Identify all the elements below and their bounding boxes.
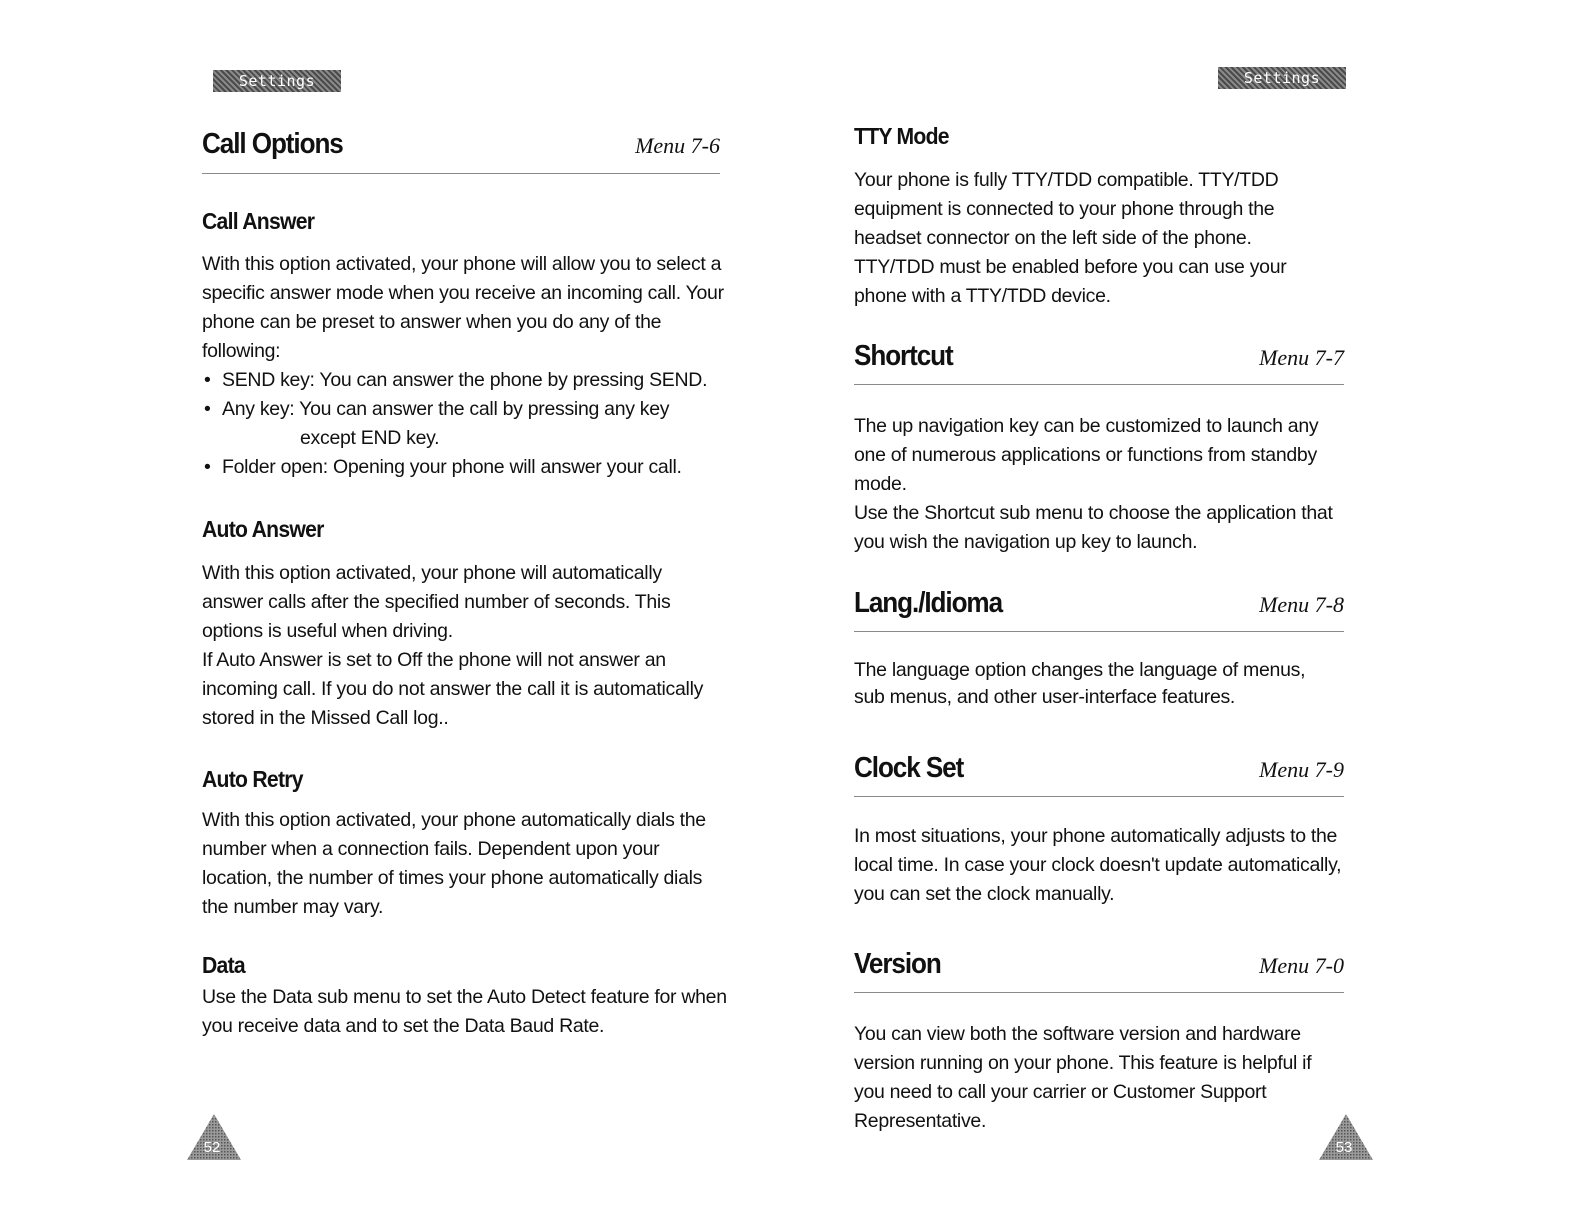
auto-answer-body-1: With this option activated, your phone will automatically answer calls after the specified number of seconds. This options is useful when driving.	[202, 562, 671, 642]
right-page	[789, 0, 1578, 1221]
lang-heading	[854, 587, 1344, 620]
tty-mode-title: TTY Mode	[854, 123, 949, 149]
version-body: You can view both the software version and hardware version running on your phone. This feature is helpful if you need to call your carrier or Customer Support Representative.	[854, 1023, 1312, 1132]
call-options-title: Call Options	[202, 128, 343, 160]
settings-header-label: Settings	[238, 72, 316, 90]
bullet-any-key	[202, 395, 732, 453]
shortcut-section	[854, 412, 1349, 557]
page-number-triangle-icon	[185, 1112, 243, 1162]
version-heading	[854, 948, 1344, 981]
auto-answer-section	[202, 559, 717, 733]
page-number-triangle-icon	[1317, 1112, 1375, 1162]
shortcut-heading	[854, 340, 1344, 373]
lang-title: Lang./Idioma	[854, 587, 1003, 619]
clock-set-heading	[854, 752, 1344, 785]
version-divider	[854, 992, 1344, 993]
call-answer-section	[202, 250, 732, 482]
settings-header-tab	[213, 70, 341, 92]
shortcut-body-2: Use the Shortcut sub menu to choose the application that you wish the navigation up key to launch.	[854, 502, 1333, 553]
shortcut-body-1: The up navigation key can be customized to launch any one of numerous applications or functions from standby mode.	[854, 415, 1319, 495]
clock-set-menu-ref: Menu 7-9	[1259, 757, 1344, 782]
lang-menu-ref: Menu 7-8	[1259, 592, 1344, 617]
clock-set-divider	[854, 796, 1344, 797]
auto-answer-body-2: If Auto Answer is set to Off the phone will not answer an incoming call. If you do not answer the call it is automatically stored in the Missed Call log..	[202, 649, 704, 729]
auto-retry-body: With this option activated, your phone automatically dials the number when a connection fails. Dependent upon your location, the number of times your phone automatically dials the number may vary.	[202, 809, 706, 918]
shortcut-title: Shortcut	[854, 340, 953, 372]
bullet-any-key-text: Any key: You can answer the call by pressing any key	[222, 398, 670, 420]
auto-retry-title: Auto Retry	[202, 766, 303, 792]
settings-header-label: Settings	[1243, 69, 1321, 87]
lang-divider	[854, 631, 1344, 632]
settings-header-tab	[1218, 67, 1346, 89]
shortcut-menu-ref: Menu 7-7	[1259, 345, 1344, 370]
auto-answer-title: Auto Answer	[202, 516, 324, 542]
page-number-right: 53	[1335, 1139, 1353, 1156]
call-options-menu-ref: Menu 7-6	[635, 133, 720, 158]
call-options-divider	[202, 173, 720, 174]
version-title: Version	[854, 948, 941, 980]
bullet-folder-open: • Folder open: Opening your phone will answer your call.	[202, 453, 732, 482]
data-body: Use the Data sub menu to set the Auto Detect feature for when you receive data and to set the Data Baud Rate.	[202, 986, 727, 1037]
page-number-left: 52	[203, 1139, 221, 1156]
data-title: Data	[202, 952, 245, 978]
call-answer-body: With this option activated, your phone will allow you to select a specific answer mode when you receive an incoming call. Your phone can be preset to answer when you do any of the following:	[202, 253, 724, 362]
shortcut-divider	[854, 384, 1344, 385]
clock-set-body: In most situations, your phone automatically adjusts to the local time. In case your clock doesn't update automatically, you can set the clock manually.	[854, 825, 1342, 905]
call-answer-bullets	[202, 366, 732, 482]
tty-mode-body: Your phone is fully TTY/TDD compatible. TTY/TDD equipment is connected to your phone through the headset connector on the left side of the phone. TTY/TDD must be enabled before you can use your phone with a TTY/TDD device.	[854, 169, 1287, 307]
call-options-heading	[202, 128, 720, 161]
clock-set-title: Clock Set	[854, 752, 964, 784]
call-answer-title: Call Answer	[202, 208, 315, 234]
bullet-any-key-continuation: except END key.	[300, 427, 440, 449]
bullet-send-key: • SEND key: You can answer the phone by pressing SEND.	[202, 366, 732, 395]
lang-body: The language option changes the language of menus, sub menus, and other user-interface features.	[854, 659, 1306, 708]
version-menu-ref: Menu 7-0	[1259, 953, 1344, 978]
